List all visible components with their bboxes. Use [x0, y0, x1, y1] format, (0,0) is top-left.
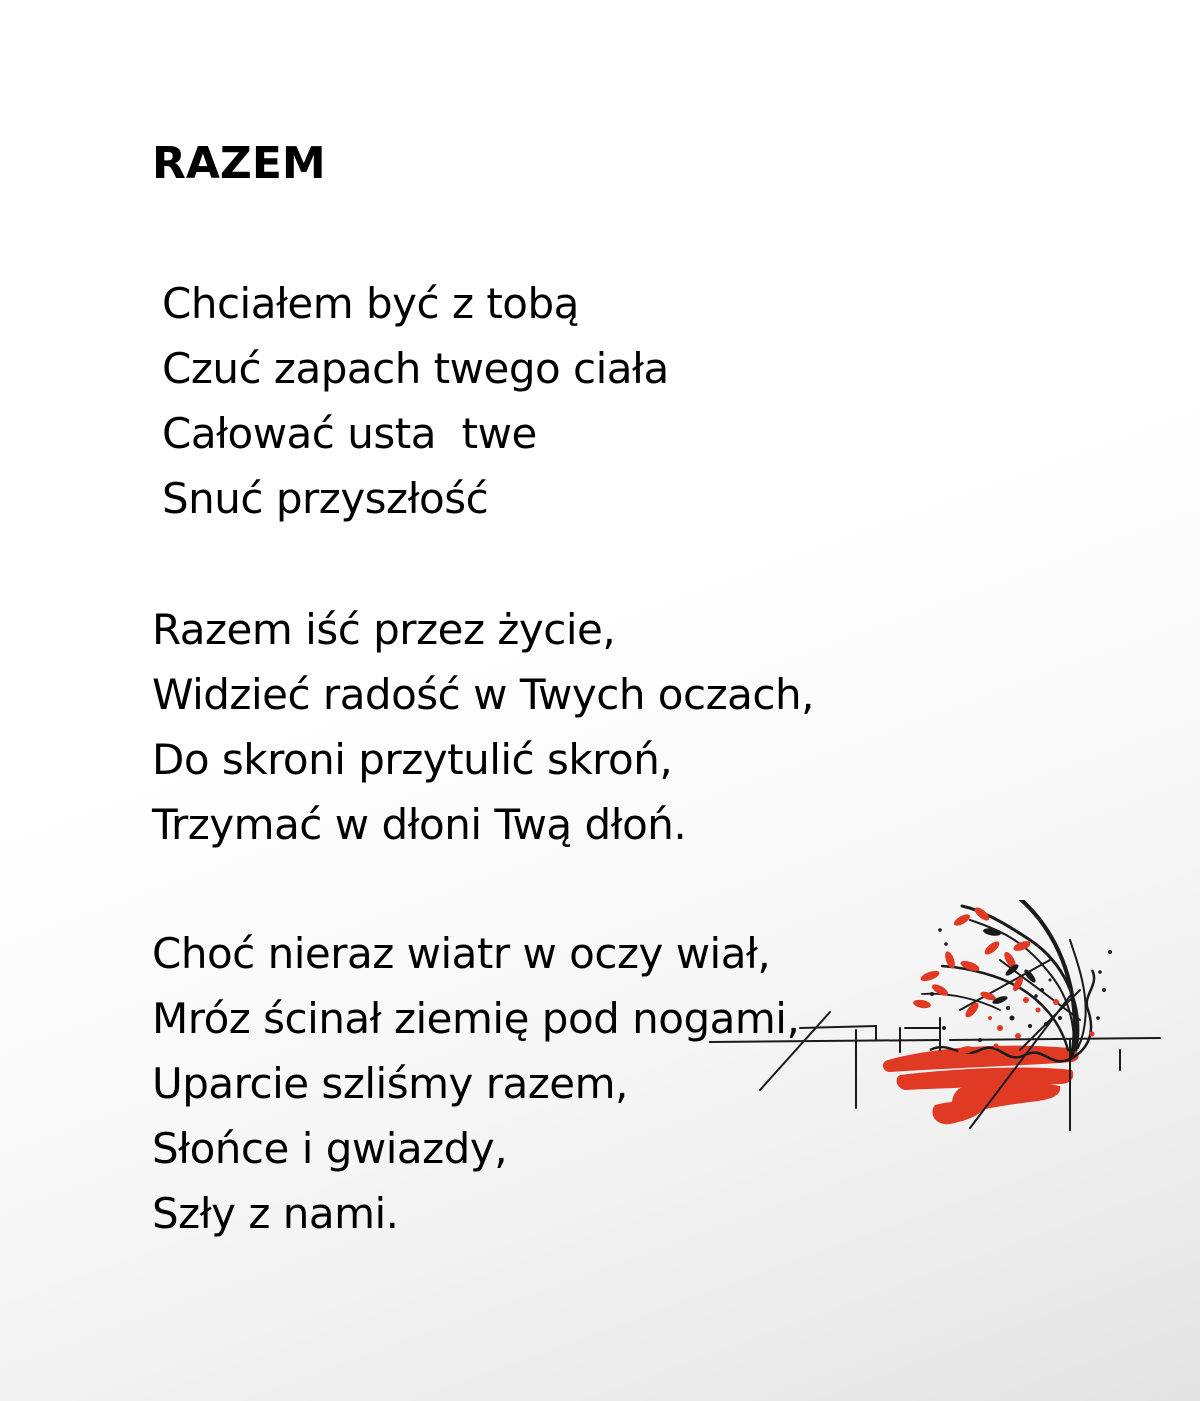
poem-line: Czuć zapach twego ciała [162, 344, 669, 393]
windblown-tree-icon [700, 900, 1170, 1340]
poem-line: Słońce i gwiazdy, [152, 1124, 508, 1173]
stanza-2 [152, 597, 814, 857]
poem-line: Szły z nami. [152, 1189, 399, 1238]
tree-branches [922, 900, 1086, 1056]
poem-line: Trzymać w dłoni Twą dłoń. [152, 800, 687, 849]
poem-title: RAZEM [152, 138, 326, 189]
poem-line: Całować usta twe [162, 409, 537, 458]
poem-line: Chciałem być z tobą [162, 279, 579, 328]
poem-line: Uparcie szliśmy razem, [152, 1059, 628, 1108]
poem-line: Razem iść przez życie, [152, 605, 616, 654]
poem-line: Do skroni przytulić skroń, [152, 735, 673, 784]
poem-line: Widzieć radość w Twych oczach, [152, 670, 814, 719]
poem-line: Snuć przyszłość [162, 474, 489, 523]
poem-line: Mróz ścinał ziemię pod nogami, [152, 994, 800, 1043]
stanza-1 [162, 271, 669, 531]
poem-line: Choć nieraz wiatr w oczy wiał, [152, 929, 771, 978]
